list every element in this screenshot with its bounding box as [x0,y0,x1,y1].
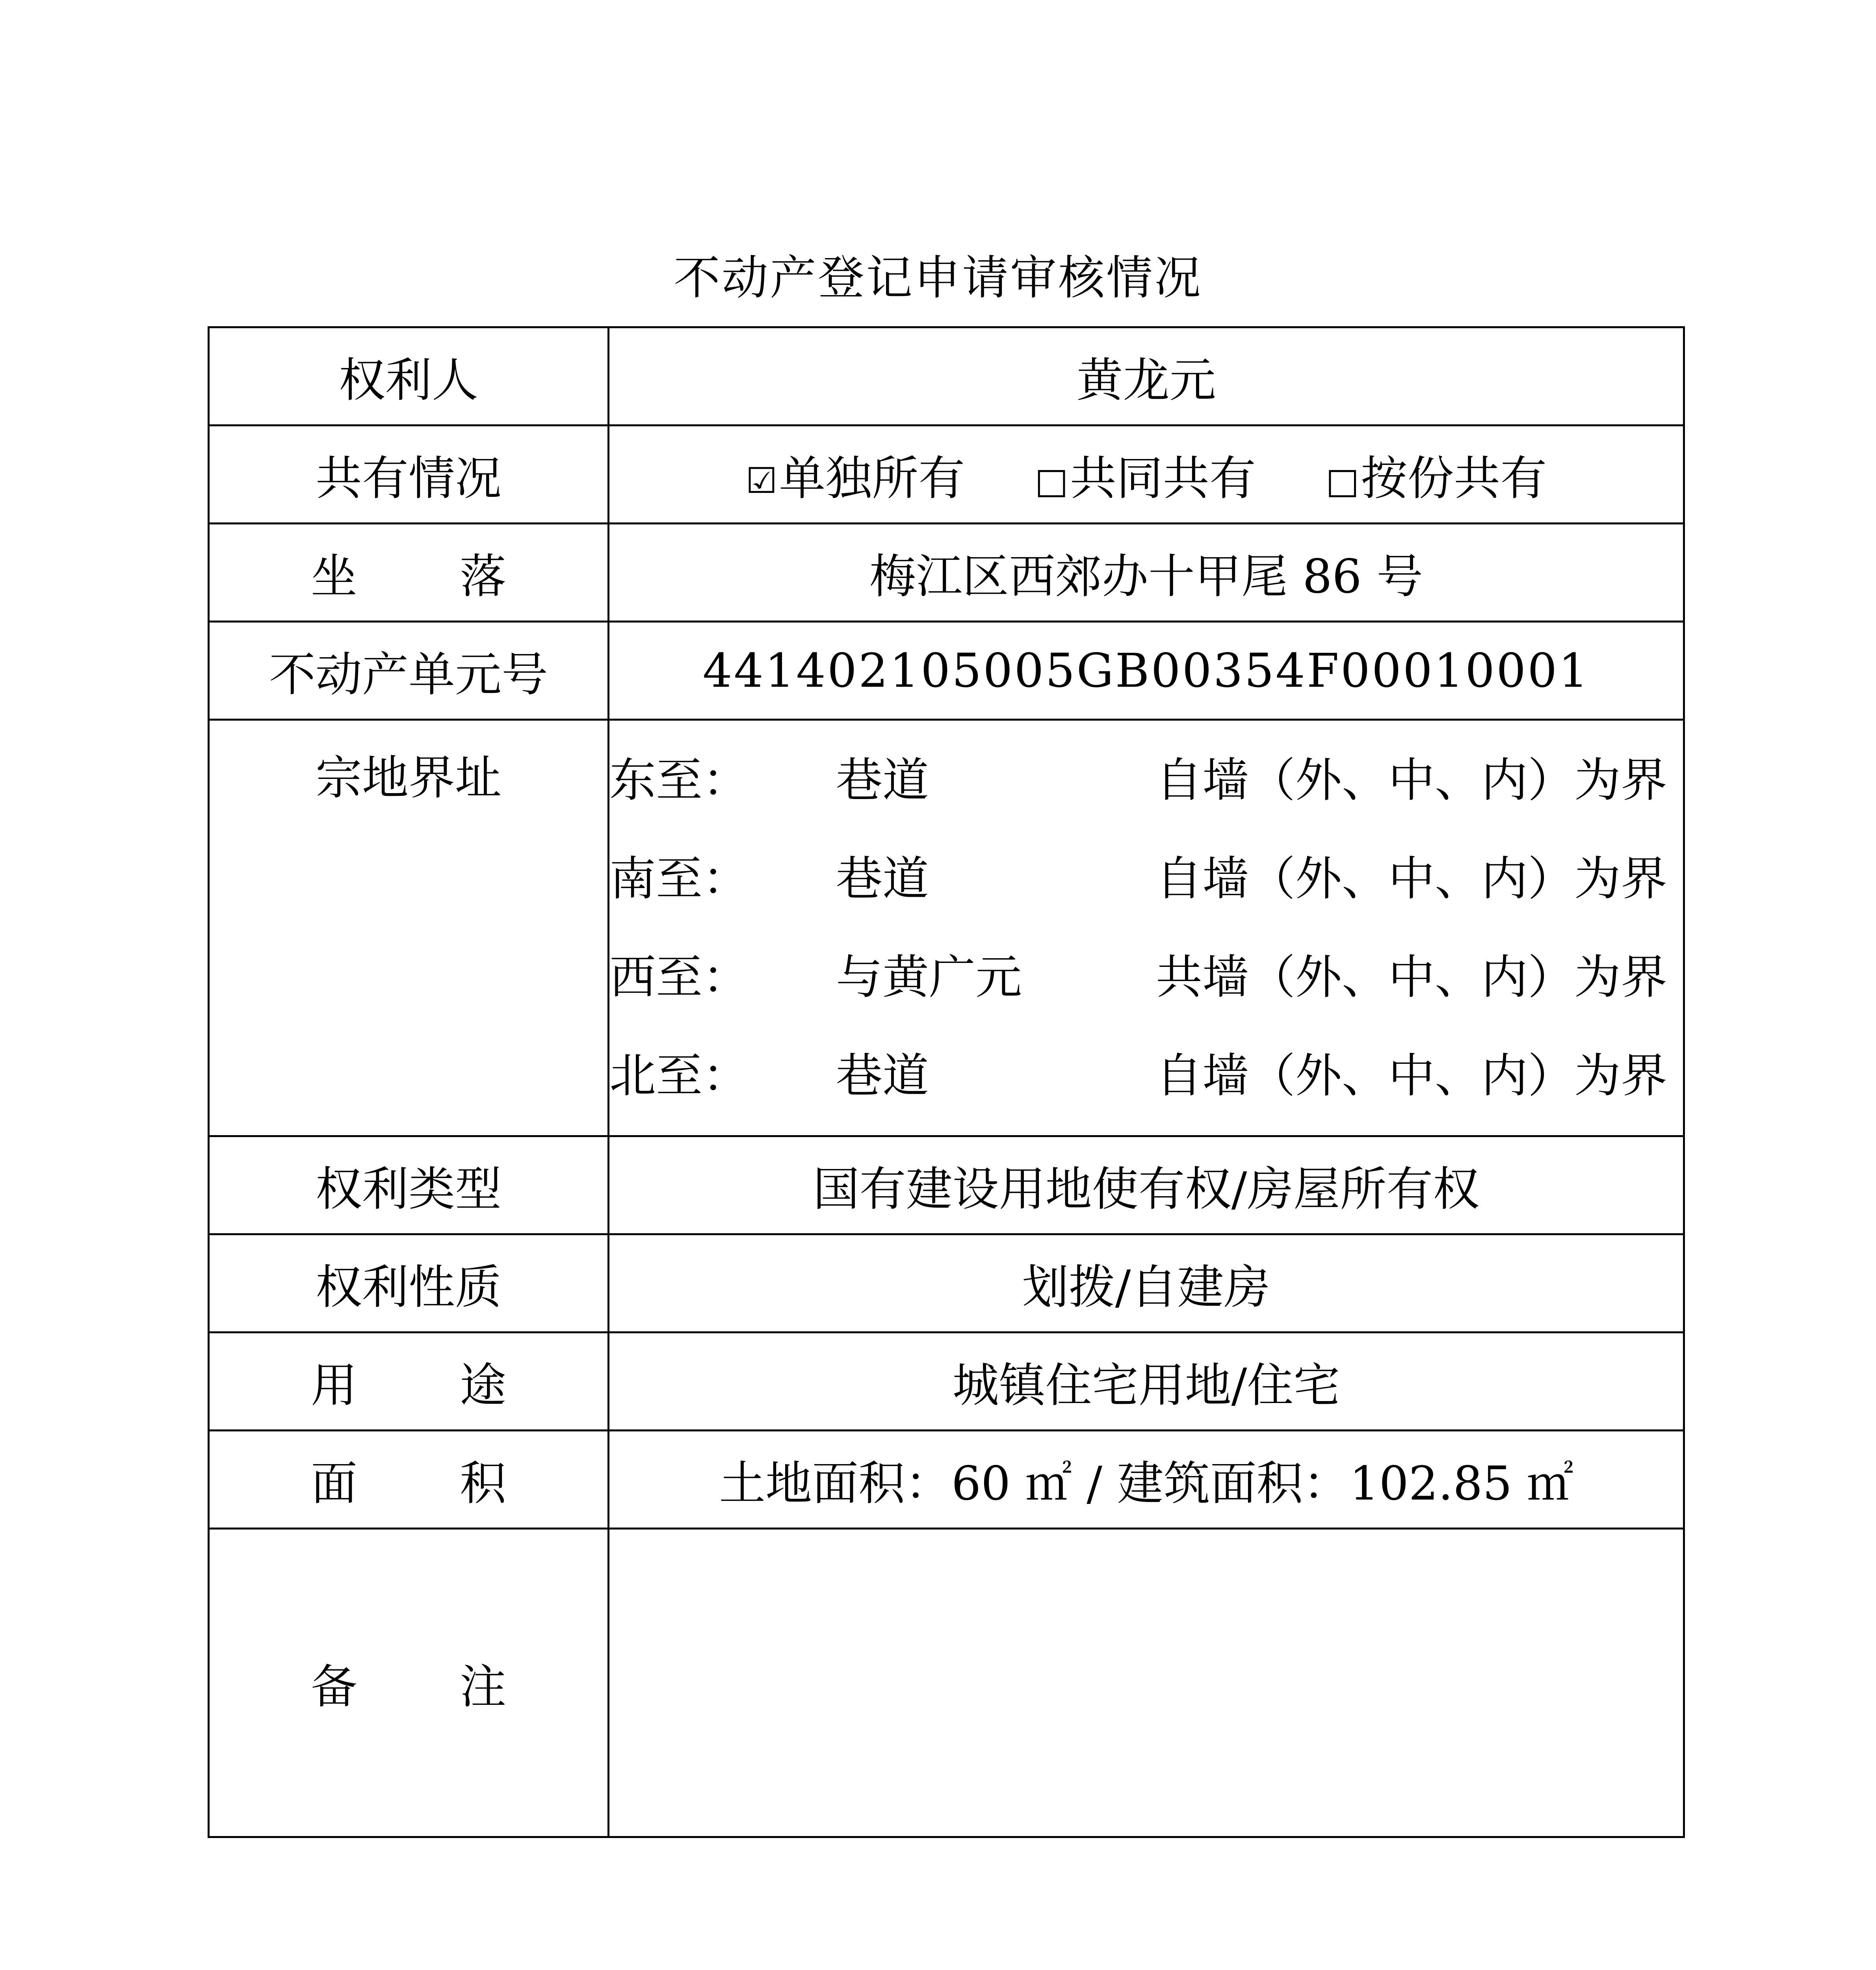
row-parcel-boundary [209,720,1684,1136]
unchecked-box-icon: □ [1326,460,1360,502]
row-right-type [209,1136,1684,1234]
row-usage [209,1333,1684,1431]
row-area [209,1431,1684,1529]
row-location [209,524,1684,622]
boundary-neighbor: 巷道 [836,753,929,807]
co-ownership-options [609,426,1684,524]
registration-review-table [208,326,1685,1838]
boundary-neighbor: 巷道 [836,1048,929,1103]
row-remarks [209,1529,1684,1837]
boundary-wall: 自墙（外、中、内）为界 [1155,1048,1667,1103]
right-type-value: 国有建设用地使有权/房屋所有权 [609,1136,1684,1234]
boundary-south [609,829,1683,928]
remarks-label-char-2: 注 [460,1660,507,1714]
area-label-char-1: 面 [310,1456,357,1511]
location-value: 梅江区西郊办十甲尾 86 号 [609,524,1684,622]
unit-number-label: 不动产单元号 [209,622,609,720]
location-label-char-1: 坐 [310,549,357,604]
unchecked-box-icon: □ [1035,460,1068,502]
boundary-wall: 共墙（外、中、内）为界 [1155,950,1667,1004]
area-label [209,1431,609,1529]
remarks-label [209,1529,609,1837]
row-right-nature [209,1234,1684,1333]
usage-label-char-1: 用 [310,1358,357,1412]
right-nature-value: 划拨/自建房 [609,1234,1684,1333]
boundary-wall: 自墙（外、中、内）为界 [1155,851,1667,906]
boundary-direction: 北至： [609,1048,749,1103]
boundary-east [609,731,1683,829]
option-label: 按份共有 [1361,451,1547,506]
boundary-wall: 自墙（外、中、内）为界 [1155,753,1667,807]
row-right-holder [209,327,1684,426]
boundary-direction: 南至： [609,851,749,906]
boundary-neighbor: 与黄广元 [836,950,1022,1004]
remarks-value[interactable] [609,1529,1684,1837]
row-unit-number [209,622,1684,720]
document-title: 不动产登记申请审核情况 [673,251,1202,305]
usage-value: 城镇住宅用地/住宅 [609,1333,1684,1431]
checked-box-icon: ☑ [745,460,778,502]
unit-number-value: 441402105005GB00354F00010001 [609,622,1684,720]
option-joint-ownership[interactable] [1035,441,1256,508]
option-label: 共同共有 [1070,451,1256,506]
row-co-ownership [209,426,1684,524]
area-value: 土地面积：60 ㎡ / 建筑面积：102.85 ㎡ [609,1431,1684,1529]
usage-label [209,1333,609,1431]
area-label-char-2: 积 [460,1456,507,1511]
right-nature-label: 权利性质 [209,1234,609,1333]
option-sole-ownership[interactable] [746,441,965,508]
right-type-label: 权利类型 [209,1136,609,1234]
boundary-west [609,928,1683,1026]
remarks-label-char-1: 备 [310,1660,357,1714]
boundary-direction: 东至： [609,753,749,807]
location-label [209,524,609,622]
boundary-north [609,1026,1683,1125]
location-label-char-2: 落 [460,549,507,604]
parcel-boundary-list [609,720,1684,1136]
right-holder-label: 权利人 [209,327,609,426]
option-share-ownership[interactable] [1326,441,1547,508]
right-holder-value: 黄龙元 [609,327,1684,426]
usage-label-char-2: 途 [460,1358,507,1412]
parcel-boundary-label: 宗地界址 [209,720,609,1136]
boundary-neighbor: 巷道 [836,851,929,906]
boundary-direction: 西至： [609,950,749,1004]
option-label: 单独所有 [779,451,965,506]
co-ownership-label: 共有情况 [209,426,609,524]
